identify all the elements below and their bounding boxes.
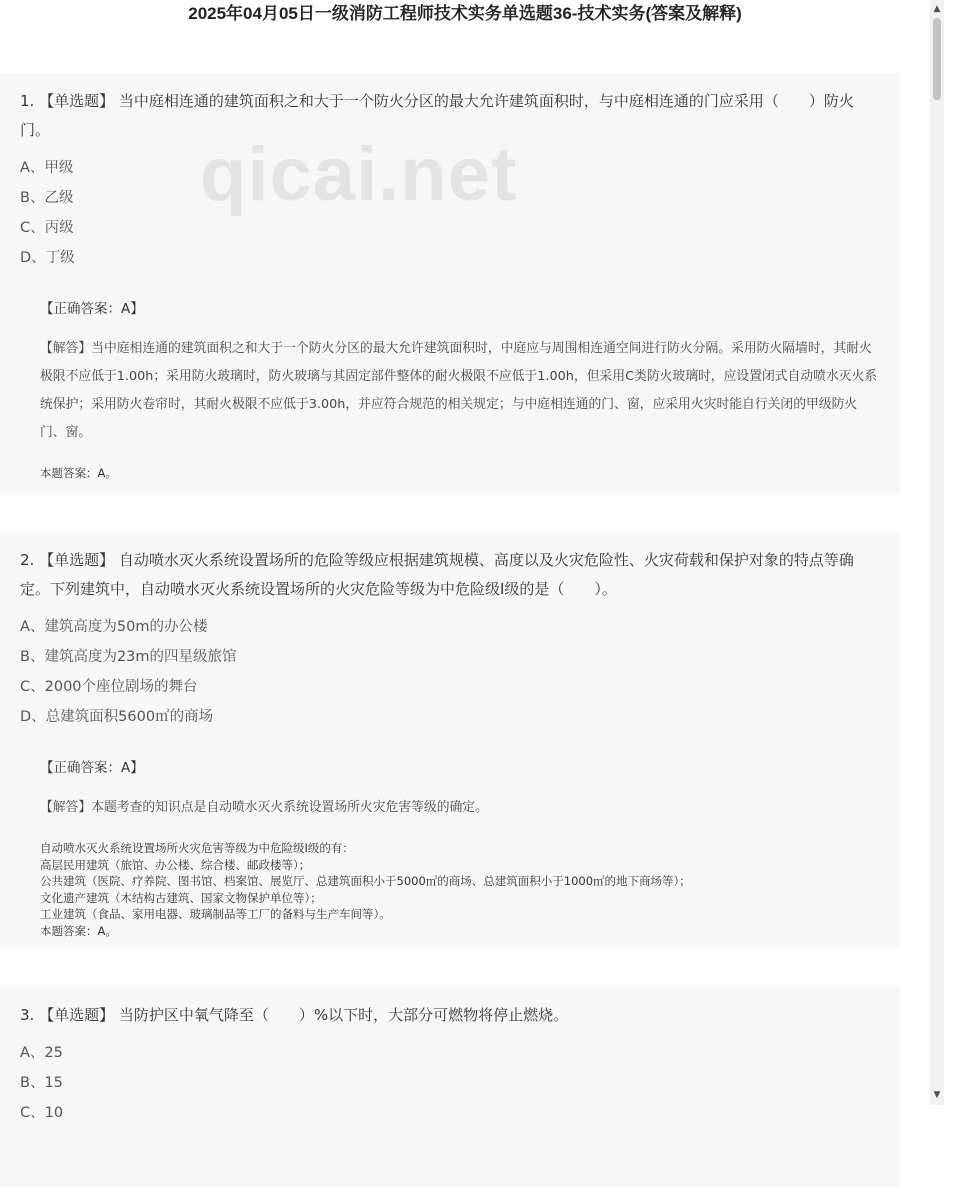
option-d: D、总建筑面积5600㎡的商场 bbox=[20, 709, 214, 725]
options-list bbox=[20, 612, 880, 732]
option-c: C、丙级 bbox=[20, 220, 74, 236]
final-answer: 本题答案：A。 bbox=[40, 466, 117, 480]
question-type: 【单选题】 bbox=[39, 92, 115, 110]
option-a: A、建筑高度为50m的办公楼 bbox=[20, 619, 208, 635]
question-stem bbox=[20, 87, 880, 145]
page-title: 2025年04月05日一级消防工程师技术实务单选题36-技术实务(答案及解释) bbox=[188, 4, 742, 23]
answer-block bbox=[20, 758, 880, 939]
option-b: B、乙级 bbox=[20, 190, 74, 206]
option-d: D、丁级 bbox=[20, 250, 75, 266]
question-text: 当防护区中氧气降至（ ）%以下时，大部分可燃物将停止燃烧。 bbox=[118, 1006, 569, 1024]
question-card-2 bbox=[0, 532, 900, 948]
analysis-text: 【解答】本题考查的知识点是自动喷水灭火系统设置场所火灾危害等级的确定。 bbox=[40, 800, 488, 815]
vertical-scrollbar[interactable] bbox=[930, 0, 944, 1105]
option-a: A、25 bbox=[20, 1045, 63, 1061]
question-number: 1. bbox=[20, 92, 35, 110]
option-b: B、15 bbox=[20, 1075, 63, 1091]
option-a: A、甲级 bbox=[20, 160, 74, 176]
question-number: 2. bbox=[20, 551, 35, 569]
scroll-up-arrow-icon[interactable]: ▲ bbox=[933, 4, 941, 14]
question-stem bbox=[20, 1001, 880, 1030]
question-type: 【单选题】 bbox=[39, 551, 115, 569]
question-text: 当中庭相连通的建筑面积之和大于一个防火分区的最大允许建筑面积时，与中庭相连通的门应采用（ ）防火门。 bbox=[20, 92, 854, 139]
question-card-3 bbox=[0, 987, 900, 1187]
question-type: 【单选题】 bbox=[39, 1006, 115, 1024]
answer-block bbox=[20, 299, 880, 481]
watermark: qicai.net bbox=[200, 132, 518, 217]
question-number: 3. bbox=[20, 1006, 35, 1024]
correct-answer: 【正确答案：A】 bbox=[40, 301, 144, 317]
analysis-detail: 自动喷水灭火系统设置场所火灾危害等级为中危险级Ⅰ级的有： 高层民用建筑（旅馆、办公楼、综合楼、邮政楼等）； 公共建筑（医院、疗养院、图书馆、档案馆、展览厅、总建筑面积小于5000㎡的商场、总建筑面积小于1000㎡的地下商场等）； 文化遗产建筑（木结构古建筑、国家文物保护单位等）； 工业建筑（食品、家用电器、玻璃制品等工厂的备料与生产车间等）。 bbox=[40, 841, 691, 921]
options-list bbox=[20, 1038, 880, 1128]
question-text: 自动喷水灭火系统设置场所的危险等级应根据建筑规模、高度以及火灾危险性、火灾荷载和保护对象的特点等确定。下列建筑中，自动喷水灭火系统设置场所的火灾危险等级为中危险级Ⅰ级的是（ ）。 bbox=[20, 551, 854, 598]
correct-answer: 【正确答案：A】 bbox=[40, 760, 144, 776]
question-stem bbox=[20, 546, 880, 604]
option-b: B、建筑高度为23m的四星级旅馆 bbox=[20, 649, 237, 665]
final-answer: 本题答案：A。 bbox=[40, 923, 117, 938]
option-c: C、2000个座位剧场的舞台 bbox=[20, 679, 198, 695]
scrollbar-thumb[interactable] bbox=[933, 18, 941, 100]
option-c: C、10 bbox=[20, 1105, 64, 1121]
options-list bbox=[20, 153, 880, 273]
question-card-1 bbox=[0, 73, 900, 493]
scroll-down-arrow-icon[interactable]: ▼ bbox=[933, 1090, 941, 1100]
analysis-text: 【解答】当中庭相连通的建筑面积之和大于一个防火分区的最大允许建筑面积时，中庭应与周围相连通空间进行防火分隔。采用防火隔墙时，其耐火极限不应低于1.00h；采用防火玻璃时，防火玻璃与其固定部件整体的耐火极限不应低于1.00h，但采用C类防火玻璃时，应设置闭式自动喷水灭火系统保护；采用防火卷帘时，其耐火极限不应低于3.00h，并应符合规范的相关规定；与中庭相连通的门、窗，应采用火灾时能自行关闭的甲级防火门、窗。 bbox=[40, 341, 878, 440]
